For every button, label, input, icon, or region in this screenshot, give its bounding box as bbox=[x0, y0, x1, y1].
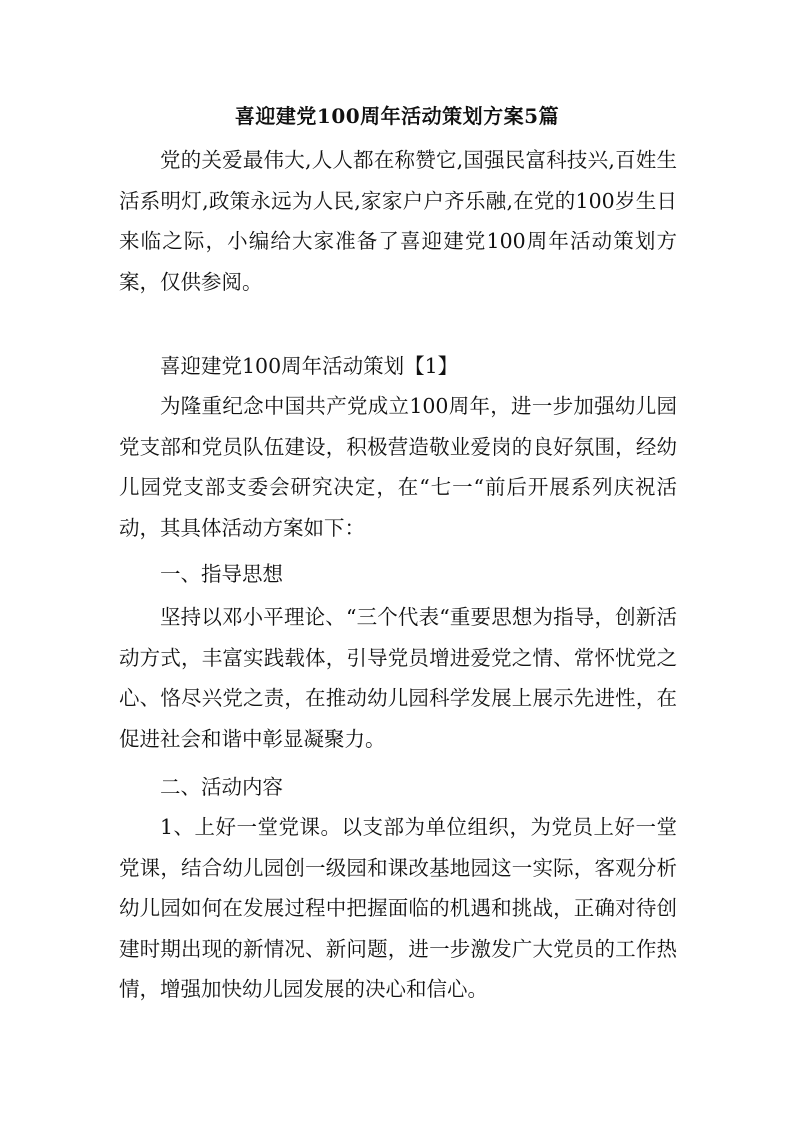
section1-heading: 喜迎建党100周年活动策划【1】 bbox=[160, 354, 459, 378]
activity-item-1-paragraph: 1、上好一堂党课。以支部为单位组织，为党员上好一堂党课，结合幼儿园创一级园和课改基地园这一实际，客观分析幼儿园如何在发展过程中把握面临的机遇和挑战，正确对待创建时期出现的新情况、新问题，进一步激发广大党员的工作热情，增强加快幼儿园发展的决心和信心。 bbox=[119, 815, 677, 1001]
intro-paragraph: 党的关爱最伟大,人人都在称赞它,国强民富科技兴,百姓生活系明灯,政策永远为人民,家家户户齐乐融,在党的100岁生日来临之际，小编给大家准备了喜迎建党100周年活动策划方案，仅供参阅。 bbox=[119, 148, 677, 294]
section1-intro-paragraph: 为隆重纪念中国共产党成立100周年，进一步加强幼儿园党支部和党员队伍建设，积极营造敬业爱岗的良好氛围，经幼儿园党支部支委会研究决定，在“七一“前后开展系列庆祝活动，其具体活动方案如下： bbox=[119, 394, 677, 540]
guiding-thought-paragraph: 坚持以邓小平理论、“三个代表“重要思想为指导，创新活动方式，丰富实践载体，引导党员增进爱党之情、常怀忧党之心、恪尽兴党之责，在推动幼儿园科学发展上展示先进性，在促进社会和谐中彰显凝聚力。 bbox=[119, 605, 677, 751]
activity-content-heading: 二、活动内容 bbox=[160, 775, 283, 799]
document-title: 喜迎建党100周年活动策划方案5篇 bbox=[234, 104, 560, 128]
guiding-thought-heading: 一、指导思想 bbox=[160, 562, 283, 586]
